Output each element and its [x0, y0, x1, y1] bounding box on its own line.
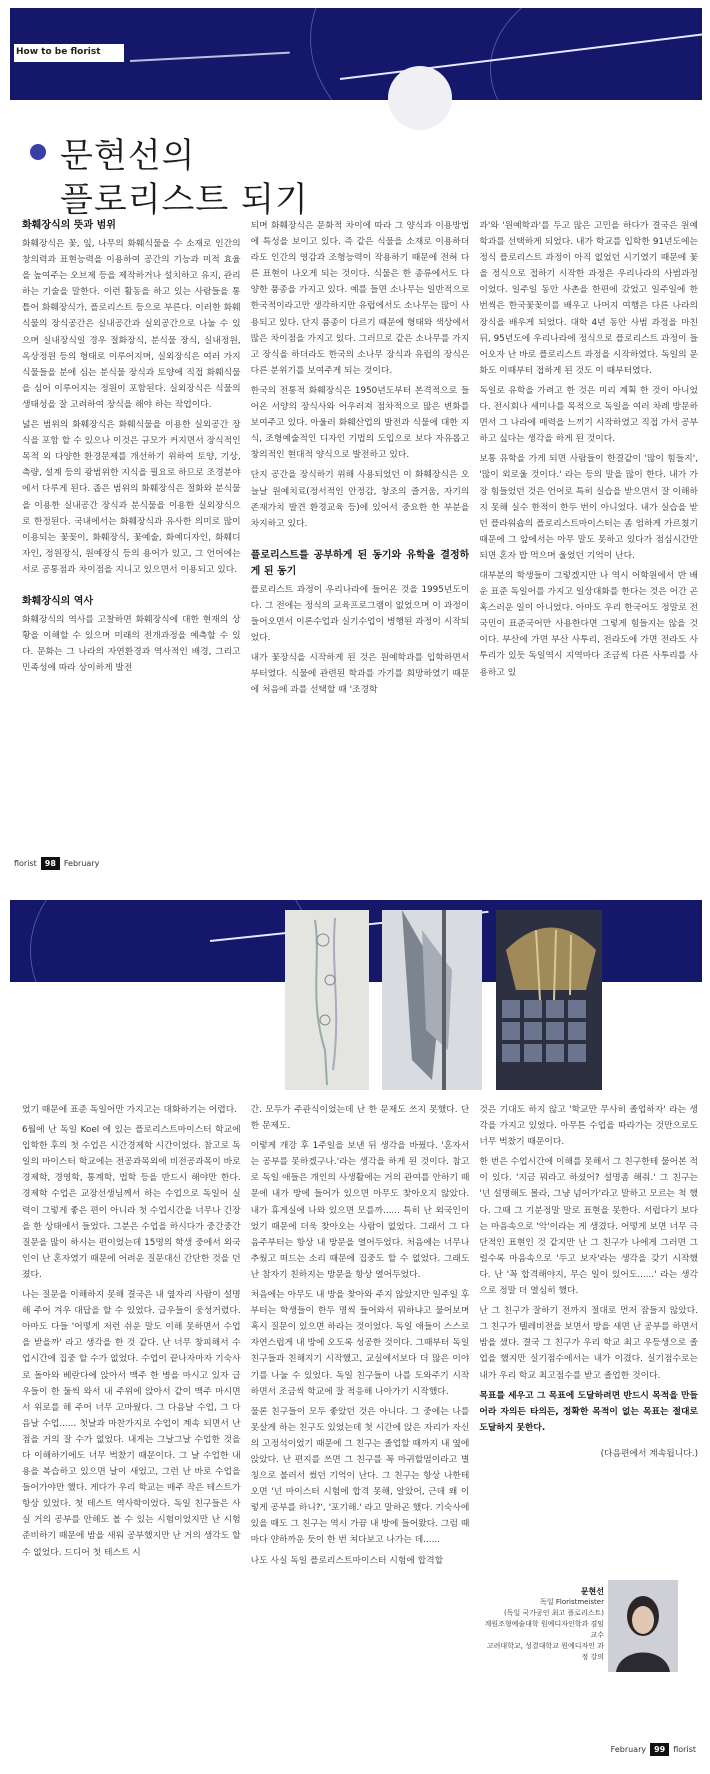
paragraph: 과'와 '원예학과'를 두고 많은 고민을 하다가 결국은 원예학과를 선택하게 되었다. 내가 학교를 입학한 91년도에는 정식 플로리스트 과정이 아직 없었던 시기였기 때문에 꽃을 정식으로 접하기 시작한 과정은 우리나라의 사범과정이었다. 일주일 동안 사촌을 한편에 갔었고 일주일에 한 번씩은 한국꽃꽂이를 배우고 나머지 여행은 다른 나라의 장식을 배우게 되었다. 대학 4년 동안 사범 과정을 마친 뒤, 95년도에 우리나라에 정식으로 플로리스트 과정이 들어오자 난 바로 플로리스트 과정을 시작하였다. 독일의 문화도 이때부터 접하게 된 것도 이 때부터였다. — [479, 221, 699, 376]
paragraph: 처음에는 아무도 내 방을 찾아와 주지 않았지만 일주일 후부터는 학생들이 한두 명씩 들어와서 뭐하냐고 물어보며 혹시 질문이 있으면 하라는 것이었다. 독일 애들이 스스로 자연스럽게 내 방에 오도록 성공한 것이다. 그때부터 독일친구들과 친해지기 시작했고, 교실에서보다 더 많은 이야기를 나눌 수 있었다. 독일 친구들이 나를 도와주기 시작하면서 조금씩 학교에 잘 적응해 나아가기 시작했다. — [250, 1290, 470, 1397]
folio-brand: florist — [673, 1745, 696, 1754]
column-3-body — [479, 1102, 698, 1436]
photo-tiled-wall-arrangement — [496, 910, 602, 1090]
title-bullet-icon — [30, 144, 46, 160]
header-tag — [14, 44, 124, 62]
paragraph: 되며 화훼장식은 문화적 차이에 따라 그 양식과 이용방법에 특성을 보이고 있다. 즉 같은 식물을 소재로 이용하더라도 인간의 영감과 조형능력이 작용하기 때문에 전혀 다른 표현이 나오게 되는 것이다. 식물은 한 종류에서도 다양한 품종을 가지고 있다. 예를 들면 소나무는 일반적으로 한국적이라고만 생각하지만 유럽에서도 소나무는 많이 사용되고 있다. 단지 품종이 다르기 때문에 형태와 색상에서 많은 차이점을 가지고 있다. 그러므로 같은 소나무를 가지고 장식을 하더라도 한국의 소나무 장식과 유럽의 장식은 다른 분위기를 보여주게 되는 것이다. — [250, 221, 470, 376]
bio-name: 문현선 — [580, 1587, 604, 1596]
paragraph: 화훼장식은 꽃, 잎, 나무의 화훼식물을 수 소재로 인간의 창의력과 표현능력을 이용하여 공간의 기능과 미적 효율을 높여주는 오브제 등을 제작하거나 설치하고 유지, 관리하는 기술을 말한다. 이런 활동을 하고 있는 사람들을 통틀어 화훼장식가, 플로리스트 등으로 부른다. 이러한 화훼식물의 장식공간은 실내공간과 실외공간으로 나눌 수 있으며 실내장식일 경우 절화장식, 분식물 장식, 실내정원, 옥상정원 등의 형태로 이루어지며, 실외장식은 여러 가지 식물들을 분에 심는 분식물 장식과 토양에 직접 화훼식물을 심어 이루어지는 정원이 포함된다. 실외장식은 식물의 생태성을 잘 고려하여 장식을 해야 하는 작업이다. — [22, 239, 241, 410]
column-2 — [251, 1102, 470, 1692]
moon-circle — [388, 66, 452, 130]
spacer — [251, 536, 470, 548]
paragraph: 보통 유학을 가게 되면 사람들이 한결같이 '많이 힘들지', '많이 외로울 것이다.' 라는 등의 말을 많이 한다. 내가 가장 힘들었던 것은 언어로 특히 실습을 받으면서 잘 이해하지 못해 실수 한적이 한두 번이 아니었다. 내가 실습을 받던 플라워숍의 플로리스트마이스터는 좀 엄하게 가르쳤기 때문에 그 앞에서는 아무 말도 못하고 있다가 점심시간만 되면 혼자 밥 먹으며 울었던 기억이 난다. — [479, 454, 699, 561]
title-line-1: 문현선의 — [60, 136, 196, 176]
folio-month: February — [610, 1745, 647, 1754]
paragraph: 내가 꽃장식을 시작하게 된 것은 원예학과를 입학하면서부터였다. 식물에 관련된 학과를 가기를 희망하였기 때문에 처음에 과를 선택할 때 '조경학 — [250, 653, 470, 696]
paragraph: 대부분의 학생들이 그렇겠지만 나 역시 어학원에서 반 배운 표준 독일어를 가지고 일상대화를 한다는 것은 어간 곤혹스러운 일이 아니었다. 아마도 우리 한국어도 정말로 전 국민이 표준국어만 사용한다면 그렇게 힘들지는 않을 것이다. 부산에 가면 부산 사투리, 전라도에 가면 전라도 사투리가 있듯 독일역시 지역마다 조금씩 다른 사투리를 사용하고 있 — [479, 570, 699, 678]
paragraph: 이렇게 개강 후 1주일을 보낸 뒤 생각을 바꿨다. '혼자서는 공부를 못하겠구나.'라는 생각을 하게 된 것이다. 참고로 독일 애들은 개인의 사생활에는 거의 관여를 안하기 때문에 내가 방에 들어가 있으면 아무도 찾아오지 않았다. 내가 휴게실에 나와 있으면 모를까...... 특히 난 외국인이었기 때문에 더욱 찾아오는 사람이 없었다. 그래서 그 다음주부터는 항상 내 방문을 열어두었다. 처음에는 너무나 추웠고 떠드는 소리 때문에 집중도 할 수 없었다. 그래도 난 참자기 친하지는 방문을 항상 열어두었다. — [250, 1141, 470, 1280]
paragraph: 한 번은 수업시간에 이해를 못해서 그 친구한테 물어본 적이 있다. '지금 뭐라고 하셨어? 설명좀 해줘.' 그 친구는 '넌 설명해도 몰라, 그냥 넘어가'라고 말하고 모르는 척 했다. 그때 그 기분정말 말로 표현을 못한다. 서럽다기 보다는 마음속으로 '악'이라는 게 생겼다. 어떻게 보면 너무 극단적인 표현인 것 같지만 난 그 친구가 나에게 그러면 그럴수록 마음속으로 '두고 보자'라는 생각을 갖기 시작했다. 난 '꼭 합격해야지, 무슨 일이 있어도......' 라는 생각으로 정말 더 열심히 했다. — [479, 1157, 699, 1297]
bio-line: 독일 Floristmeister — [540, 1598, 604, 1606]
folio-month: February — [63, 859, 100, 868]
author-bio — [484, 1580, 704, 1740]
page-folio-2 — [611, 1743, 696, 1756]
header-banner — [10, 8, 702, 100]
paragraph: 난 그 친구가 잘하기 전까지 절대로 먼저 잠들지 않았다. 그 친구가 텔레비전을 보면서 방을 새면 난 공부를 하면서 밤을 샜다. 결국 그 친구가 우리 학교 최고 우등생으로 졸업을 했지만 실기점수에서는 내가 이겼다. 실기점수로는 내가 우리 학교 최고점수를 받고 졸업한 것이다. — [479, 1306, 699, 1381]
page-99 — [10, 880, 702, 1766]
paragraph: 었기 때문에 표준 독일어만 가지고는 대화하기는 어렵다. — [22, 1105, 238, 1115]
paragraph: 간. 모두가 주관식이었는데 난 한 문제도 쓰지 못했다. 단 한 문제도. — [250, 1105, 470, 1132]
column-3 — [479, 218, 698, 838]
paragraph: 한국의 전통적 화훼장식은 1950년도부터 본격적으로 들어온 서양의 장식사와 어우러져 점차적으로 많은 변화를 보여주고 있다. 아울러 화훼산업의 발전과 식물에 대한 지식, 조형예술적인 디자인 기법의 도입으로 보다 자유롭고 창의적인 현대적 양식으로 발전하고 있다. — [250, 385, 470, 461]
body-columns — [22, 218, 698, 838]
header-tag-text: How to be florist — [16, 47, 101, 57]
spacer — [22, 582, 241, 594]
section-heading: 플로리스트를 공부하게 된 동기와 유학을 결정하게 된 동기 — [250, 549, 470, 577]
paragraph: 플로리스트 과정이 우리나라에 들어온 것을 1995년도이다. 그 전에는 정식의 교육프로그램이 없었으며 이 과정이 들어오면서 이론수업과 실기수업이 병행된 과정이 시작되었다. — [250, 584, 470, 644]
to-be-continued: (다음편에서 계속됩니다.) — [600, 1448, 699, 1459]
paragraph: 나도 사실 독일 플로리스트마이스터 시험에 합격할 — [250, 1555, 444, 1566]
paragraph: 단지 공간을 장식하기 위해 사용되었던 이 화훼장식은 오늘날 원예치료(정서적인 안정감, 창조의 즐거움, 자기의 존재가치 발견 환경교육 등)에 있어서 중요한 한 부분을 차지하고 있다. — [250, 470, 470, 529]
section-heading: 화훼장식의 역사 — [22, 595, 94, 607]
folio-brand: florist — [14, 859, 37, 868]
folio-page-number: 99 — [650, 1743, 669, 1756]
title-line-2: 플로리스트 되기 — [60, 180, 309, 220]
photo-hanging-crystal — [285, 910, 369, 1090]
page-98 — [10, 8, 702, 876]
folio-page-number: 98 — [41, 857, 60, 870]
paragraph: 독일로 유학을 가려고 한 것은 미리 계획 한 것이 아니었다. 전시회나 세미나를 목적으로 독일을 여러 차례 방문하면서 그 나라에 매력을 느끼기 시작하였고 직접 가서 공부하고 싶다는 생각을 하게 된 것이다. — [479, 385, 699, 445]
bio-line: 계원조형예술대학 원예디자인학과 겸임교수 — [484, 1620, 604, 1639]
paragraph: 넓은 범위의 화훼장식은 화훼식물을 이용한 실외공간 장식을 포함 할 수 있으나 이것은 규모가 커지면서 장식적인 목적 외 다양한 환경문제를 개선하기 위하여 토양, 기상, 측량, 설계 등의 광범위한 지식을 필요로 하므로 조경분야에서 다루게 된다. 좁은 범위의 화훼장식은 절화와 분식물을 이용한 실내공간 장식과 분식물을 이용한 실외장식으로 한정된다. 국내에서는 화훼장식과 유사한 의미로 많이 이용되는 꽃꽂이, 화훼장식, 꽃예술, 화예디자인, 화훼디자인, 정원장식, 원예장식 등의 용어가 있고, 그 언어에는 서로 공통점과 차이점을 지니고 있으면서 이용되고 있다. — [22, 420, 241, 575]
paragraph: 나는 질문을 이해하지 못해 결국은 내 옆자리 사람이 설명해 주어 겨우 대답을 할 수 있었다. 급우들이 웅성거렸다. 아마도 다들 '어떻게 저런 쉬운 말도 이해 못하면서 수업을 받을까' 라고 생각을 한 것 같다. 난 너무 창피해서 수업시간에 집중 할 수가 없었다. 수업이 끝나자마자 기숙사로 돌아와 베란다에 앉아서 맥주 한 병을 마시고 있자 급우들이 한 둘씩 와서 내 주위에 앉아서 같이 맥주 마시면서 위로를 해 주어 너무 고마웠다. 그 다음날 수업, 그 다음날 수업...... 첫날과 마찬가지로 수업이 계속 되면서 난 점을 거의 잘 수가 없었다. 내게는 그날그날 수업한 것을 다 이해하기에도 너무 벅찼기 때문이다. 그 날 수업한 내용을 복습하고 있으면 날이 새었고, 그런 난 바로 수업을 들어가야만 했다. 게다가 우리 학교는 매주 작은 테스트가 항상 있었다. 첫 테스트 역사학이었다. 독일 친구들은 사실 거의 공부를 안해도 볼 수 있는 시험이었지만 난 시험준비하기 때문에 밤을 새워 공부했지만 난 거의 생각도 할 수 없었다. 드디어 첫 테스트 시 — [22, 1290, 241, 1558]
bio-line: (독일 국가공인 최고 플로리스트) — [503, 1609, 604, 1617]
paragraph: 화훼장식의 역사를 고찰하면 화훼장식에 대한 현재의 상황을 이해할 수 있으며 미래의 전개과정을 예측할 수 있다. 문화는 그 나라의 자연환경과 역사적인 배경, 그리고 민족성에 따라 상이하게 발전 — [22, 614, 241, 674]
column-1 — [22, 1102, 241, 1692]
bio-line: 고려대학교, 성결대학교 원예디자인 과정 강의 — [486, 1642, 604, 1661]
column-2 — [251, 218, 470, 838]
column-1 — [22, 218, 241, 838]
section-heading: 화훼장식의 뜻과 범위 — [22, 220, 116, 231]
photo-hanging-arrangement — [382, 910, 482, 1090]
paragraph: 6월에 난 독일 Koel 에 있는 플로리스트마이스터 학교에 입학한 후의 첫 수업은 시간경제학 시간이었다. 참고로 독일의 마이스터 학교에는 전공과목외에 비전공과목이 바로 경제학, 경영학, 통계학, 법학 등을 반드시 해야만 한다. 경제학 수업은 교장선생님께서 하는 수업으로 독일어 실력이 그렇게 좋은 편이 아니라 첫 수업시간을 너무나 긴장을 한 상태에서 들었다. 그분은 수업을 하시다가 중간중간 질문을 많이 하시는 편이었는데 15명의 학생 중에서 외국인이 난 혼자였기 때문에 어려운 질문대신 간단한 것을 던졌다. — [22, 1125, 241, 1280]
author-portrait — [608, 1580, 678, 1672]
bio-text — [484, 1586, 604, 1663]
paragraph: 것은 기대도 하지 않고 '학교만 무사히 졸업하자' 라는 생각을 가지고 있었다. 아무튼 수업을 따라가는 것만으로도 너무 벅찼기 때문이다. — [479, 1105, 699, 1148]
paragraph: 물론 친구들이 모두 좋았던 것은 아니다. 그 중에는 나를 못살게 하는 친구도 있었는데 첫 시간에 앉은 자리가 자신의 고정석이었기 때문에 그 친구는 졸업할 때까지 내 옆에 앉았다. 난 편지를 쓰면 그 친구를 꼭 마귀할멈이라고 별칭으로 불러서 썼던 기억이 난다. 그 친구는 항상 나한테 오면 '넌 마이스터 시험에 합격 못해, 알았어, 근데 왜 이렇게 공부를 하니?', '포기해.' 라고 말하곤 했다. 기숙사에 있을 때도 그 친구는 역시 가끔 내 방에 들어왔다. 그럼 때마다 얀하까운 듯이 한 번 쳐다보고 나가는 데...... — [250, 1406, 470, 1546]
paragraph: 목표를 세우고 그 목표에 도달하려면 반드시 목적을 만들어라 자의든 타의든, 정확한 목적이 없는 목표는 절대로 도달하지 못한다. — [479, 1390, 699, 1433]
page-folio — [14, 857, 99, 870]
